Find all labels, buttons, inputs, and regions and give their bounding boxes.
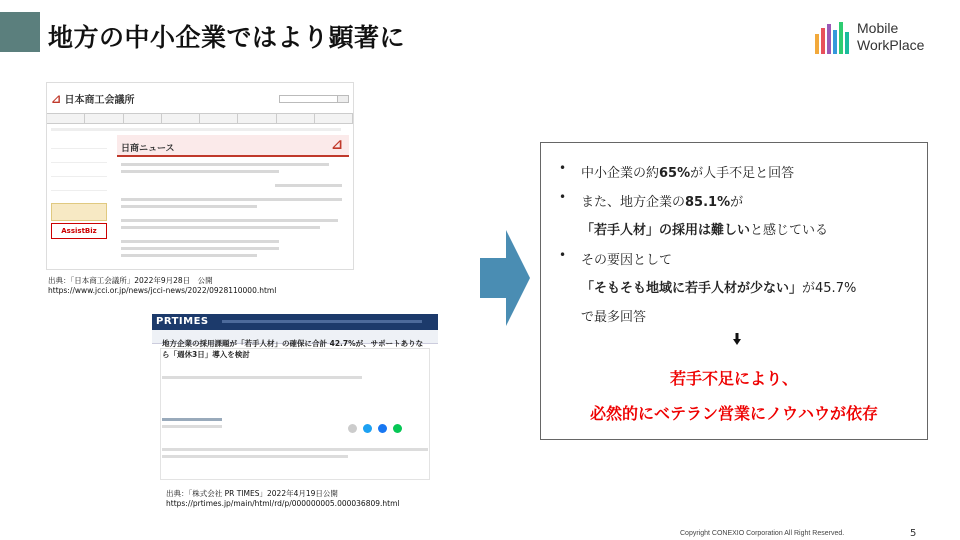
jcci-section-title: 日商ニュース xyxy=(121,144,175,154)
prtimes-headline: 地方企業の採用課題が「若手人材」の確保に合計 42.7%が、サポートありなら「週休3日」導入を検討 xyxy=(162,339,424,359)
bullet-dot: • xyxy=(559,190,567,204)
jcci-search-button xyxy=(337,95,349,103)
jcci-banner-assistbiz: AssistBiz xyxy=(51,223,107,239)
findings-box xyxy=(540,142,928,440)
caption-jcci-line1: 出典：「日本商工会議所」2022年9月28日 公開 xyxy=(48,276,213,285)
down-arrow-icon xyxy=(733,333,741,345)
bullet-dot: • xyxy=(559,248,567,262)
logo-text-line2: WorkPlace xyxy=(857,37,925,53)
twitter-icon xyxy=(363,424,372,433)
slide-title: 地方の中小企業ではより顕著に xyxy=(48,23,406,52)
jcci-breadcrumb xyxy=(51,128,341,131)
jcci-article-text xyxy=(121,163,347,261)
logo-text-line1: Mobile xyxy=(857,20,899,36)
bullet-2: また、地方企業の85.1%が xyxy=(581,195,744,210)
jcci-logo: ⊿ 日本商工会議所 xyxy=(51,92,135,106)
caption-prtimes-url: https://prtimes.jp/main/html/rd/p/000000005.000036809.html xyxy=(166,499,400,508)
caption-jcci-url: https://www.jcci.or.jp/news/jcci-news/2022/0928110000.html xyxy=(48,286,277,295)
jcci-site-name: 日本商工会議所 xyxy=(64,95,135,106)
prtimes-logo: PRTIMES xyxy=(156,316,209,327)
bullet-2-cont: 「若手人材」の採用は難しいと感じている xyxy=(581,223,829,238)
heart-icon xyxy=(348,424,357,433)
right-arrow-icon xyxy=(480,228,530,328)
source-caption-prtimes xyxy=(166,489,399,509)
bullet-3-cont2: で最多回答 xyxy=(581,310,647,325)
bullet-3-cont: 「そもそも地域に若手人材が少ない」が45.7% xyxy=(581,281,857,296)
prtimes-body-text xyxy=(162,448,428,462)
conclusion-line-1: 若手不足により、 xyxy=(669,369,798,388)
source-caption-jcci xyxy=(48,276,276,296)
mobile-workplace-logo xyxy=(813,16,943,60)
bullet-1: 中小企業の約65%が人手不足と回答 xyxy=(581,166,795,181)
jcci-news-screenshot xyxy=(46,82,354,270)
prtimes-top-bar xyxy=(152,314,438,330)
bullet-3: その要因として xyxy=(581,253,673,268)
facebook-icon xyxy=(378,424,387,433)
bullet-dot: • xyxy=(559,161,567,175)
title-accent-bar xyxy=(0,12,40,52)
caption-prtimes-line1: 出典：「株式会社 PR TIMES」2022年4月19日公開 xyxy=(166,489,338,498)
conclusion-line-2: 必然的にベテラン営業にノウハウが依存 xyxy=(589,404,878,423)
jcci-banner-promo xyxy=(51,203,107,221)
copyright-footer: Copyright CONEXIO Corporation All Right Reserved. xyxy=(680,530,845,537)
jcci-news-header xyxy=(117,135,349,157)
jcci-deco-icon: ⊿ xyxy=(331,137,343,153)
line-icon xyxy=(393,424,402,433)
prtimes-screenshot xyxy=(152,314,438,482)
prtimes-share-icons xyxy=(348,424,402,433)
logo-mark-icon xyxy=(813,20,851,58)
page-number: 5 xyxy=(910,528,917,539)
prtimes-company xyxy=(162,418,222,432)
prtimes-subline xyxy=(162,376,362,383)
jcci-nav-bar xyxy=(47,113,353,124)
